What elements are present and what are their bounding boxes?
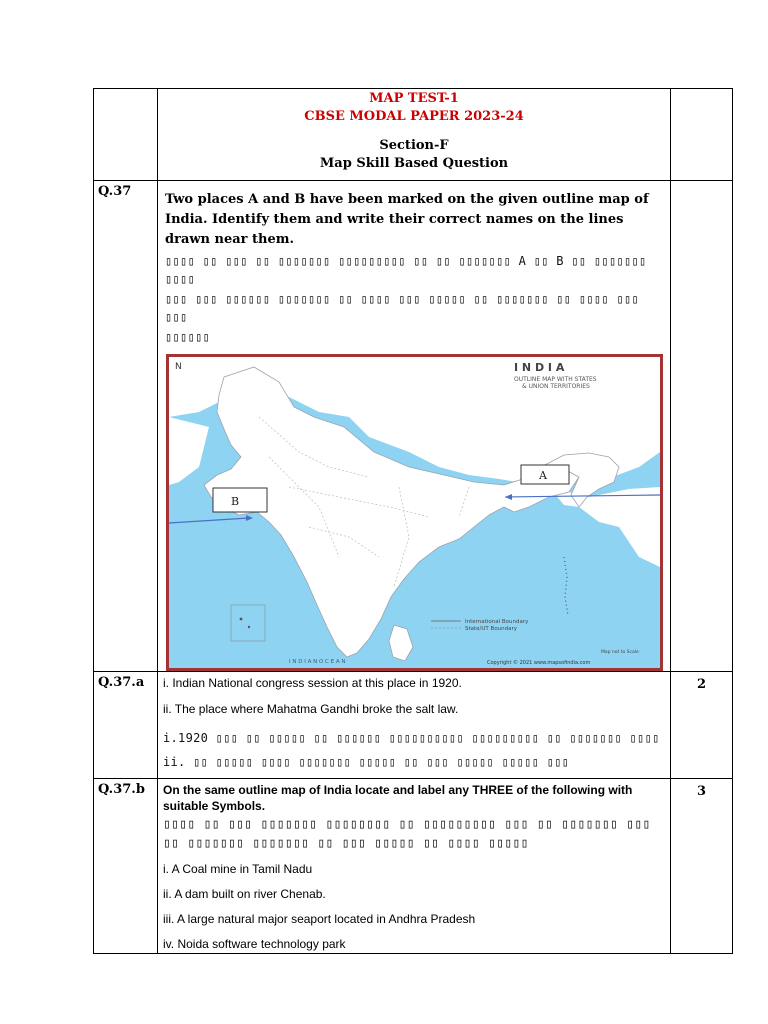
q37a-line-1: i. Indian National congress session at this place in 1920. xyxy=(163,676,462,690)
map-copyright: Copyright © 2021 www.mapsofindia.com xyxy=(487,660,591,666)
section-title: Section-F xyxy=(379,138,449,153)
q37a-body xyxy=(158,672,671,779)
map-scale-note: Map not to Scale xyxy=(601,650,639,655)
map-title: I N D I A xyxy=(514,361,565,374)
q37b-item-2: ii. A dam built on river Chenab. xyxy=(163,887,326,901)
paper-title: CBSE MODAL PAPER 2023-24 xyxy=(304,109,524,124)
q37a-marks: 2 xyxy=(671,672,733,779)
island-dot xyxy=(248,626,250,628)
q37-body xyxy=(158,181,671,672)
q37b-instruction: On the same outline map of India locate and label any THREE of the following with suitable Symbols. xyxy=(163,783,633,813)
paper-header xyxy=(158,89,671,181)
marker-a-label: A xyxy=(539,469,547,482)
q37a-line-4-hindi: ii. ▯▯ ▯▯▯▯▯ ▯▯▯▯ ▯▯▯▯▯▯▯ ▯▯▯▯▯ ▯▯ ▯▯▯ ▯▯▯▯▯ ▯▯▯▯▯ ▯▯▯ xyxy=(163,755,570,769)
q37b-item-3: iii. A large natural major seaport located in Andhra Pradesh xyxy=(163,912,476,926)
marker-b-label: B xyxy=(231,495,240,508)
section-subtitle: Map Skill Based Question xyxy=(319,156,509,171)
q37-number: Q.37 xyxy=(94,181,158,672)
island-dot xyxy=(240,618,243,621)
map-subtitle-1: OUTLINE MAP WITH STATES xyxy=(514,376,597,383)
q37a-number: Q.37.a xyxy=(94,672,158,779)
india-outline-map xyxy=(166,354,663,671)
map-subtitle-2: & UNION TERRITORIES xyxy=(522,383,590,390)
q37b-item-1: i. A Coal mine in Tamil Nadu xyxy=(163,862,313,876)
question-paper-table xyxy=(93,88,733,954)
north-arrow-icon: N xyxy=(175,362,182,372)
q37b-instruction-hindi-2: ▯▯ ▯▯▯▯▯▯▯ ▯▯▯▯▯▯▯ ▯▯ ▯▯▯ ▯▯▯▯▯ ▯▯ ▯▯▯▯ ▯▯▯▯▯ xyxy=(163,836,529,851)
q37a-line-3-hindi: i.1920 ▯▯▯ ▯▯ ▯▯▯▯▯ ▯▯ ▯▯▯▯▯▯ ▯▯▯▯▯▯▯▯▯▯ ▯▯▯▯▯▯▯▯▯ ▯▯ ▯▯▯▯▯▯▯ ▯▯▯▯ xyxy=(163,731,660,745)
header-spacer-cell xyxy=(94,89,158,181)
q37a-line-2: ii. The place where Mahatma Gandhi broke the salt law. xyxy=(163,702,459,716)
legend-international: International Boundary xyxy=(465,619,529,625)
legend-state: State/UT Boundary xyxy=(465,626,518,632)
q37-question-hindi-line-2: ▯▯▯ ▯▯▯ ▯▯▯▯▯▯ ▯▯▯▯▯▯▯ ▯▯ ▯▯▯▯ ▯▯▯ ▯▯▯▯▯ ▯▯ ▯▯▯▯▯▯▯ ▯▯ ▯▯▯▯ ▯▯▯ ▯▯▯ xyxy=(165,292,640,324)
q37-marks-cell xyxy=(671,181,733,672)
marker-b-box xyxy=(213,488,267,512)
header-marks-cell xyxy=(671,89,733,181)
india-map-figure xyxy=(169,357,660,668)
q37b-instruction-hindi-1: ▯▯▯▯ ▯▯ ▯▯▯ ▯▯▯▯▯▯▯ ▯▯▯▯▯▯▯▯ ▯▯ ▯▯▯▯▯▯▯▯▯ ▯▯▯ ▯▯ ▯▯▯▯▯▯▯ ▯▯▯ xyxy=(163,817,651,832)
map-test-title: MAP TEST-1 xyxy=(369,91,459,106)
indian-ocean-label: I N D I A N O C E A N xyxy=(289,659,346,665)
q37-question-hindi-line-3: ▯▯▯▯▯▯ xyxy=(165,330,211,344)
q37-question-english: Two places A and B have been marked on the given outline map of India. Identify them and write their correct names on the lines drawn near them. xyxy=(165,192,649,247)
q37b-body xyxy=(158,779,671,954)
q37b-item-4: iv. Noida software technology park xyxy=(163,937,346,951)
q37-question-hindi-line-1: ▯▯▯▯ ▯▯ ▯▯▯ ▯▯ ▯▯▯▯▯▯▯ ▯▯▯▯▯▯▯▯▯ ▯▯ ▯▯ ▯▯▯▯▯▯▯ A ▯▯ B ▯▯ ▯▯▯▯▯▯▯ ▯▯▯▯ xyxy=(165,254,647,286)
q37b-marks: 3 xyxy=(671,779,733,954)
q37b-number: Q.37.b xyxy=(94,779,158,954)
